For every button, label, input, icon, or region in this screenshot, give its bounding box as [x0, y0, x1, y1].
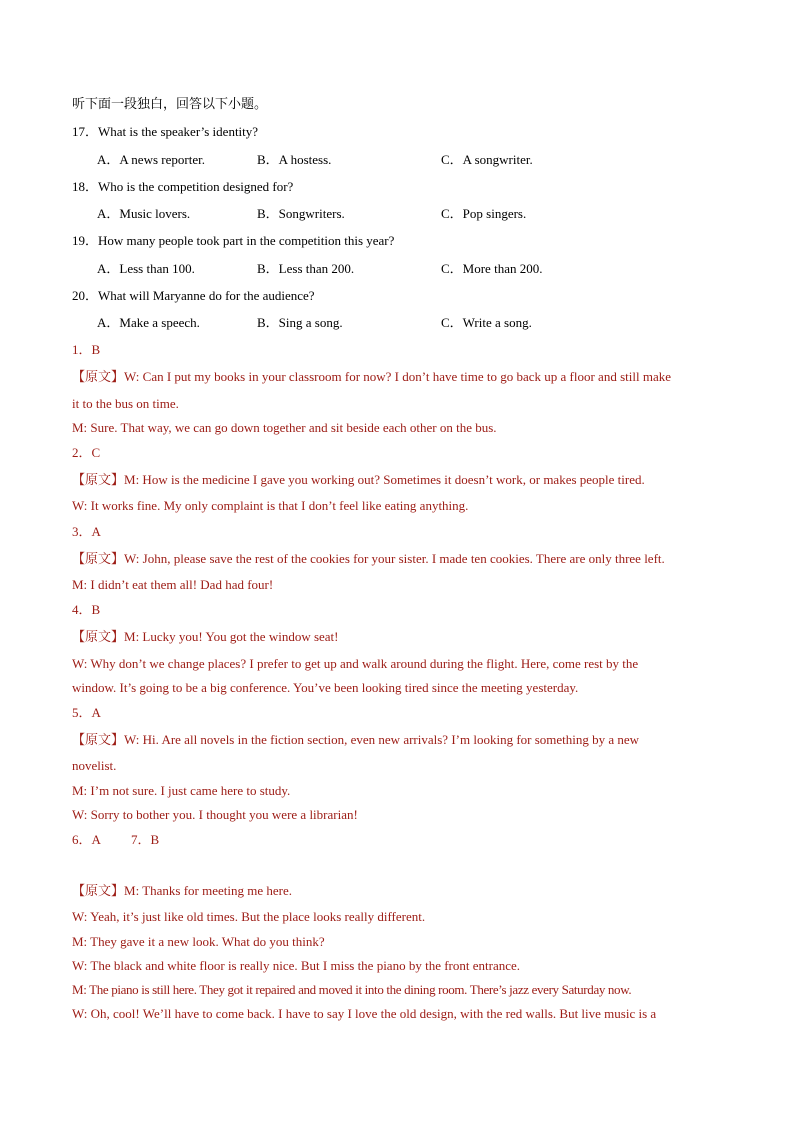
question-18: 18．Who is the competition designed for?: [72, 179, 294, 194]
option-18-b: B．Songwriters.: [257, 206, 345, 221]
transcript-2-line-2: W: It works fine. My only complaint is that I don’t feel like eating anything.: [72, 498, 469, 513]
transcript-3-line-1: 【原文】W: John, please save the rest of the cookies for your sister. I made ten cookies. There are only three left.: [72, 551, 665, 567]
transcript-1-line-1: 【原文】W: Can I put my books in your classroom for now? I don’t have time to go back up a floor and still make: [72, 369, 671, 385]
option-17-c: C．A songwriter.: [441, 152, 533, 167]
answer-6: 6．A: [72, 832, 101, 847]
transcript-5-line-4: W: Sorry to bother you. I thought you were a librarian!: [72, 807, 358, 822]
answer-5: 5．A: [72, 705, 101, 720]
question-20: 20．What will Maryanne do for the audience?: [72, 288, 315, 303]
section-intro: 听下面一段独白，回答以下小题。: [72, 97, 268, 112]
transcript-67-line-2: W: Yeah, it’s just like old times. But the place looks really different.: [72, 909, 426, 924]
option-18-c: C．Pop singers.: [441, 206, 527, 221]
transcript-3-line-2: M: I didn’t eat them all! Dad had four!: [72, 577, 274, 592]
transcript-67-line-5: M: The piano is still here. They got it repaired and moved it into the dining room. There’s jazz every Saturday now.: [72, 982, 632, 997]
transcript-tag: 【原文】: [72, 733, 125, 748]
option-20-b: B．Sing a song.: [257, 315, 343, 330]
option-20-a: A．Make a speech.: [97, 315, 200, 330]
option-17-a: A．A news reporter.: [97, 152, 205, 167]
transcript-67-line-4: W: The black and white floor is really nice. But I miss the piano by the front entrance.: [72, 958, 521, 973]
option-17-b: B．A hostess.: [257, 152, 332, 167]
transcript-67-line-1: 【原文】M: Thanks for meeting me here.: [72, 883, 293, 899]
transcript-tag: 【原文】: [72, 630, 125, 645]
transcript-2-line-1: 【原文】M: How is the medicine I gave you working out? Sometimes it doesn’t work, or makes people tired.: [72, 472, 645, 488]
transcript-tag: 【原文】: [72, 552, 125, 567]
question-19: 19．How many people took part in the competition this year?: [72, 233, 395, 248]
answer-4: 4．B: [72, 602, 101, 617]
transcript-5-line-1: 【原文】W: Hi. Are all novels in the fiction section, even new arrivals? I’m looking for something by a new: [72, 732, 640, 748]
transcript-5-line-3: M: I’m not sure. I just came here to study.: [72, 783, 291, 798]
transcript-67-line-6: W: Oh, cool! We’ll have to come back. I have to say I love the old design, with the red walls. But live music is a: [72, 1006, 657, 1021]
option-19-a: A．Less than 100.: [97, 261, 195, 276]
answer-2: 2．C: [72, 445, 101, 460]
answer-7: 7．B: [131, 832, 160, 847]
answer-3: 3．A: [72, 524, 101, 539]
transcript-4-line-1: 【原文】M: Lucky you! You got the window seat!: [72, 629, 339, 645]
option-18-a: A．Music lovers.: [97, 206, 191, 221]
answer-1: 1．B: [72, 342, 101, 357]
transcript-1-line-3: M: Sure. That way, we can go down together and sit beside each other on the bus.: [72, 420, 497, 435]
question-17: 17．What is the speaker’s identity?: [72, 124, 259, 139]
transcript-4-line-3: window. It’s going to be a big conference. You’ve been looking tired since the meeting yesterday.: [72, 680, 579, 695]
transcript-5-line-2: novelist.: [72, 758, 117, 773]
option-19-c: C．More than 200.: [441, 261, 543, 276]
option-20-c: C．Write a song.: [441, 315, 532, 330]
transcript-4-line-2: W: Why don’t we change places? I prefer to get up and walk around during the flight. Here, come rest by the: [72, 656, 639, 671]
option-19-b: B．Less than 200.: [257, 261, 355, 276]
transcript-tag: 【原文】: [72, 473, 125, 488]
transcript-1-line-2: it to the bus on time.: [72, 396, 179, 411]
transcript-tag: 【原文】: [72, 370, 125, 385]
transcript-67-line-3: M: They gave it a new look. What do you think?: [72, 934, 325, 949]
transcript-tag: 【原文】: [72, 884, 125, 899]
